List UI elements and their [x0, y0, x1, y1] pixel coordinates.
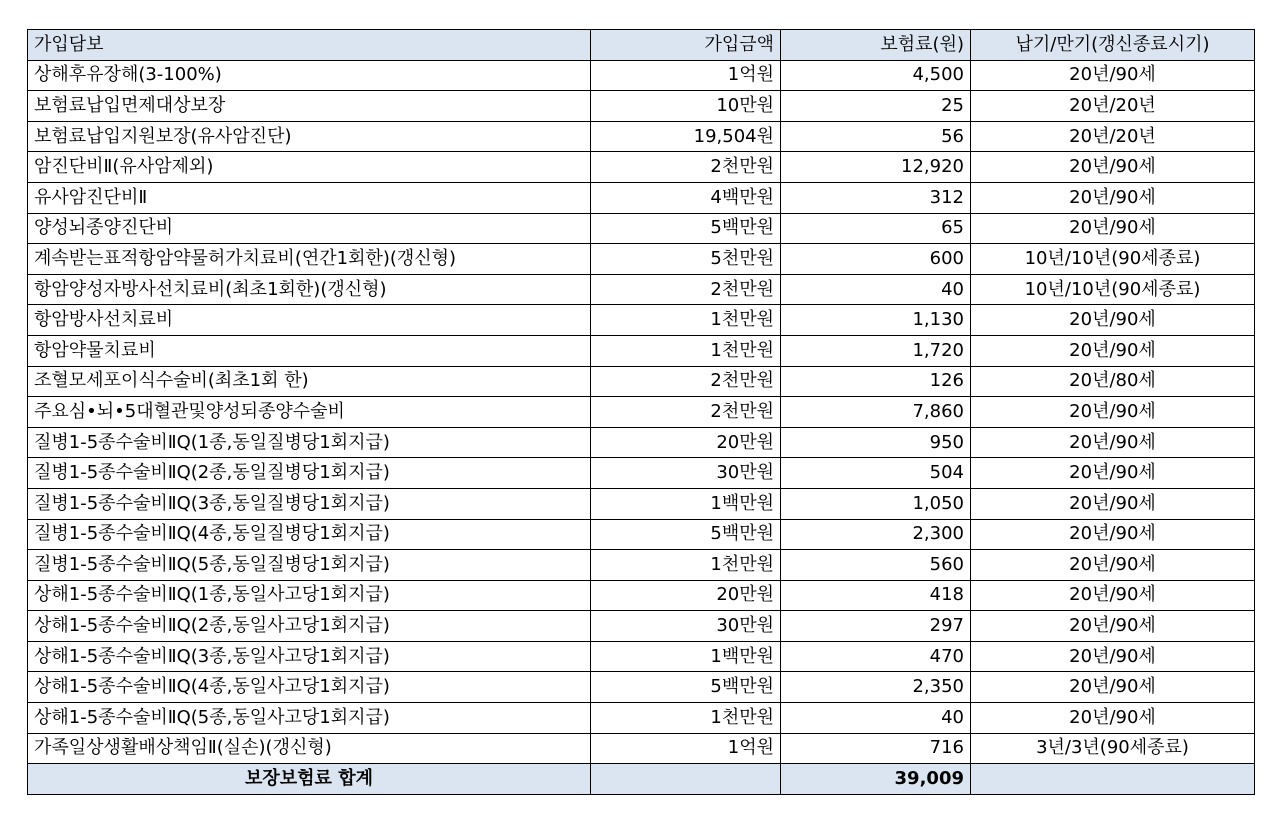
table-row — [28, 458, 1255, 489]
total-term-empty — [971, 764, 1255, 795]
amount-cell: 1억원 — [591, 60, 781, 91]
amount-cell: 2천만원 — [591, 152, 781, 183]
term-cell: 20년/90세 — [971, 703, 1255, 734]
premium-cell: 950 — [781, 427, 971, 458]
table-row — [28, 397, 1255, 428]
coverage-name-cell: 계속받는표적항암약물허가치료비(연간1회한)(갱신형) — [28, 244, 591, 275]
total-row — [28, 764, 1255, 795]
premium-cell: 312 — [781, 182, 971, 213]
term-cell: 20년/90세 — [971, 60, 1255, 91]
amount-cell: 1백만원 — [591, 488, 781, 519]
table-row — [28, 121, 1255, 152]
term-cell: 20년/90세 — [971, 519, 1255, 550]
term-cell: 20년/90세 — [971, 213, 1255, 244]
premium-cell: 1,050 — [781, 488, 971, 519]
term-cell: 20년/90세 — [971, 580, 1255, 611]
coverage-name-cell: 주요심•뇌•5대혈관및양성되종양수술비 — [28, 397, 591, 428]
term-cell: 10년/10년(90세종료) — [971, 274, 1255, 305]
table-row — [28, 60, 1255, 91]
term-cell: 20년/90세 — [971, 397, 1255, 428]
amount-cell: 1천만원 — [591, 550, 781, 581]
table-row — [28, 580, 1255, 611]
coverage-name-cell: 상해1-5종수술비ⅡQ(5종,동일사고당1회지급) — [28, 703, 591, 734]
header-term: 납기/만기(갱신종료시기) — [971, 30, 1255, 61]
premium-cell: 504 — [781, 458, 971, 489]
term-cell: 20년/90세 — [971, 152, 1255, 183]
table-row — [28, 550, 1255, 581]
term-cell: 20년/90세 — [971, 611, 1255, 642]
amount-cell: 5백만원 — [591, 519, 781, 550]
amount-cell: 1억원 — [591, 733, 781, 764]
table-row — [28, 335, 1255, 366]
premium-cell: 418 — [781, 580, 971, 611]
term-cell: 20년/90세 — [971, 458, 1255, 489]
table-row — [28, 366, 1255, 397]
coverage-name-cell: 질병1-5종수술비ⅡQ(3종,동일질병당1회지급) — [28, 488, 591, 519]
premium-cell: 716 — [781, 733, 971, 764]
table-header — [28, 30, 1255, 61]
coverage-name-cell: 질병1-5종수술비ⅡQ(5종,동일질병당1회지급) — [28, 550, 591, 581]
coverage-name-cell: 상해후유장해(3-100%) — [28, 60, 591, 91]
header-coverage: 가입담보 — [28, 30, 591, 61]
premium-cell: 12,920 — [781, 152, 971, 183]
term-cell: 20년/80세 — [971, 366, 1255, 397]
coverage-name-cell: 질병1-5종수술비ⅡQ(4종,동일질병당1회지급) — [28, 519, 591, 550]
term-cell: 20년/20년 — [971, 121, 1255, 152]
amount-cell: 2천만원 — [591, 274, 781, 305]
amount-cell: 2천만원 — [591, 366, 781, 397]
amount-cell: 10만원 — [591, 91, 781, 122]
premium-cell: 56 — [781, 121, 971, 152]
coverage-name-cell: 보험료납입지원보장(유사암진단) — [28, 121, 591, 152]
amount-cell: 5백만원 — [591, 213, 781, 244]
table-row — [28, 703, 1255, 734]
term-cell: 20년/90세 — [971, 182, 1255, 213]
amount-cell: 2천만원 — [591, 397, 781, 428]
table-row — [28, 641, 1255, 672]
term-cell: 20년/90세 — [971, 305, 1255, 336]
table-row — [28, 182, 1255, 213]
premium-cell: 126 — [781, 366, 971, 397]
term-cell: 20년/90세 — [971, 550, 1255, 581]
amount-cell: 1천만원 — [591, 305, 781, 336]
amount-cell: 4백만원 — [591, 182, 781, 213]
coverage-name-cell: 보험료납입면제대상보장 — [28, 91, 591, 122]
premium-cell: 1,720 — [781, 335, 971, 366]
amount-cell: 30만원 — [591, 611, 781, 642]
coverage-name-cell: 양성뇌종양진단비 — [28, 213, 591, 244]
term-cell: 20년/90세 — [971, 335, 1255, 366]
coverage-name-cell: 암진단비Ⅱ(유사암제외) — [28, 152, 591, 183]
term-cell: 20년/90세 — [971, 427, 1255, 458]
premium-cell: 7,860 — [781, 397, 971, 428]
table-row — [28, 244, 1255, 275]
header-row — [28, 30, 1255, 61]
table-row — [28, 213, 1255, 244]
premium-cell: 40 — [781, 703, 971, 734]
amount-cell: 19,504원 — [591, 121, 781, 152]
amount-cell: 1백만원 — [591, 641, 781, 672]
header-premium: 보험료(원) — [781, 30, 971, 61]
table-body — [28, 60, 1255, 764]
premium-cell: 4,500 — [781, 60, 971, 91]
total-amount-empty — [591, 764, 781, 795]
coverage-name-cell: 상해1-5종수술비ⅡQ(2종,동일사고당1회지급) — [28, 611, 591, 642]
table-row — [28, 672, 1255, 703]
coverage-name-cell: 상해1-5종수술비ⅡQ(4종,동일사고당1회지급) — [28, 672, 591, 703]
premium-cell: 1,130 — [781, 305, 971, 336]
premium-cell: 470 — [781, 641, 971, 672]
table-row — [28, 274, 1255, 305]
table-row — [28, 733, 1255, 764]
term-cell: 3년/3년(90세종료) — [971, 733, 1255, 764]
term-cell: 20년/90세 — [971, 641, 1255, 672]
term-cell: 20년/20년 — [971, 91, 1255, 122]
coverage-name-cell: 조혈모세포이식수술비(최초1회 한) — [28, 366, 591, 397]
amount-cell: 1천만원 — [591, 335, 781, 366]
coverage-name-cell: 항암양성자방사선치료비(최초1회한)(갱신형) — [28, 274, 591, 305]
table-row — [28, 152, 1255, 183]
coverage-name-cell: 상해1-5종수술비ⅡQ(3종,동일사고당1회지급) — [28, 641, 591, 672]
coverage-name-cell: 질병1-5종수술비ⅡQ(2종,동일질병당1회지급) — [28, 458, 591, 489]
header-amount: 가입금액 — [591, 30, 781, 61]
coverage-name-cell: 가족일상생활배상책임Ⅱ(실손)(갱신형) — [28, 733, 591, 764]
term-cell: 10년/10년(90세종료) — [971, 244, 1255, 275]
coverage-name-cell: 항암약물치료비 — [28, 335, 591, 366]
premium-cell: 2,300 — [781, 519, 971, 550]
table-row — [28, 91, 1255, 122]
table-row — [28, 427, 1255, 458]
coverage-name-cell: 항암방사선치료비 — [28, 305, 591, 336]
term-cell: 20년/90세 — [971, 672, 1255, 703]
coverage-table — [27, 29, 1255, 795]
coverage-name-cell: 유사암진단비Ⅱ — [28, 182, 591, 213]
total-label: 보장보험료 합계 — [28, 764, 591, 795]
table-footer — [28, 764, 1255, 795]
coverage-name-cell: 질병1-5종수술비ⅡQ(1종,동일질병당1회지급) — [28, 427, 591, 458]
table-row — [28, 611, 1255, 642]
amount-cell: 30만원 — [591, 458, 781, 489]
amount-cell: 20만원 — [591, 580, 781, 611]
amount-cell: 20만원 — [591, 427, 781, 458]
total-premium: 39,009 — [781, 764, 971, 795]
term-cell: 20년/90세 — [971, 488, 1255, 519]
amount-cell: 5백만원 — [591, 672, 781, 703]
premium-cell: 297 — [781, 611, 971, 642]
premium-cell: 560 — [781, 550, 971, 581]
premium-cell: 2,350 — [781, 672, 971, 703]
table-row — [28, 305, 1255, 336]
premium-cell: 25 — [781, 91, 971, 122]
amount-cell: 1천만원 — [591, 703, 781, 734]
premium-cell: 600 — [781, 244, 971, 275]
coverage-name-cell: 상해1-5종수술비ⅡQ(1종,동일사고당1회지급) — [28, 580, 591, 611]
premium-cell: 65 — [781, 213, 971, 244]
amount-cell: 5천만원 — [591, 244, 781, 275]
table-row — [28, 519, 1255, 550]
premium-cell: 40 — [781, 274, 971, 305]
table-row — [28, 488, 1255, 519]
